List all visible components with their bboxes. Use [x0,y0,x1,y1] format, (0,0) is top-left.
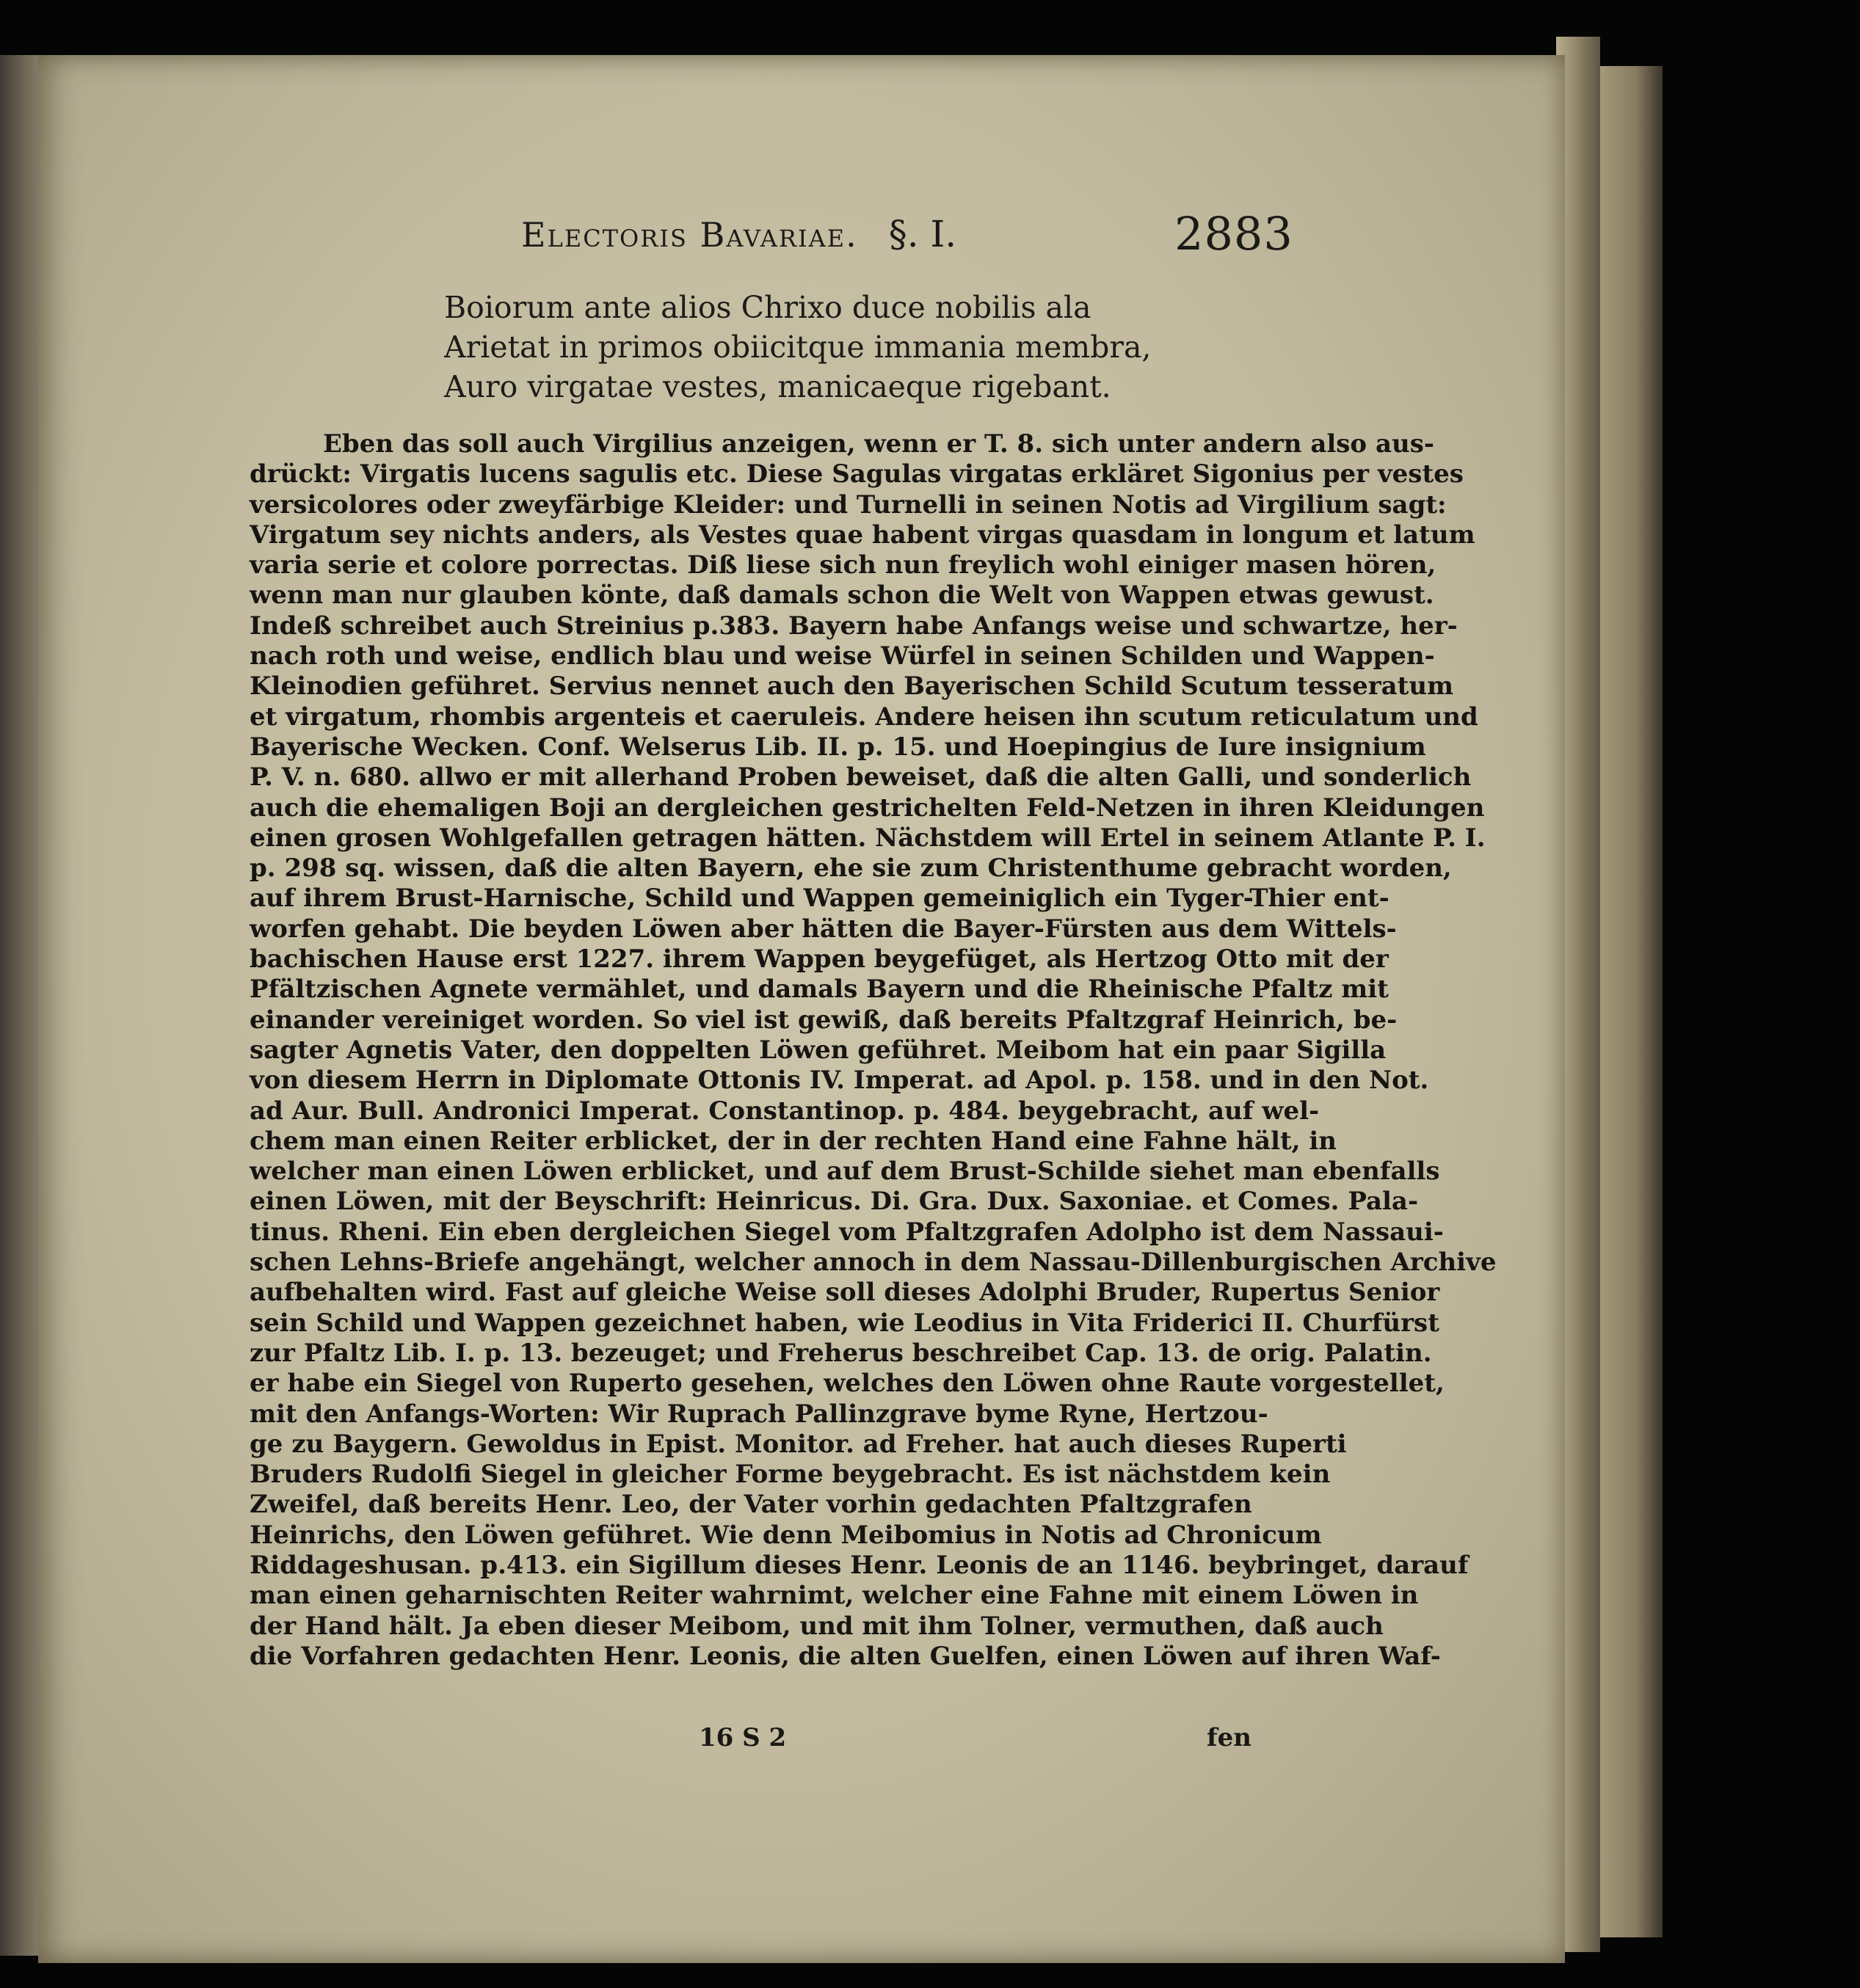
page-footer [250,1723,1251,1756]
body-line: P. V. n. 680. allwo er mit allerhand Proben beweiset, daß die alten Galli, und sonderlich [250,762,1472,793]
body-line: nach roth und weise, endlich blau und weise Würfel in seinen Schilden und Wappen- [250,641,1435,671]
body-line: versicolores oder zweyfärbige Kleider: und Turnelli in seinen Notis ad Virgilium sagt: [250,489,1447,520]
body-line: Indeß schreibet auch Streinius p.383. Bayern habe Anfangs weise und schwartze, her- [250,611,1458,641]
body-line: welcher man einen Löwen erblicket, und auf dem Brust-Schilde siehet man ebenfalls [250,1157,1440,1187]
verse-line: Auro virgatae vestes, manicaeque rigebant. [444,369,1111,404]
body-line: Heinrichs, den Löwen geführet. Wie denn Meibomius in Notis ad Chronicum [250,1520,1322,1550]
body-line: mit den Anfangs-Worten: Wir Ruprach Pallinzgrave byme Ryne, Hertzou- [250,1399,1268,1429]
body-line: einen grosen Wohlgefallen getragen hätten. Nächstdem will Ertel in seinem Atlante P. I. [250,823,1486,853]
body-line: er habe ein Siegel von Ruperto gesehen, welches den Löwen ohne Raute vorgestellet, [250,1369,1445,1399]
body-line: zur Pfaltz Lib. I. p. 13. bezeuget; und Freherus beschreibet Cap. 13. de orig. Palatin. [250,1338,1432,1368]
body-line: Kleinodien geführet. Servius nennet auch den Bayerischen Schild Scutum tesseratum [250,671,1454,702]
body-line: chem man einen Reiter erblicket, der in der rechten Hand eine Fahne hält, in [250,1126,1337,1156]
verse-line: Boiorum ante alios Chrixo duce nobilis ala [444,290,1091,325]
body-line: drückt: Virgatis lucens sagulis etc. Diese Sagulas virgatas erkläret Sigonius per vestes [250,459,1464,489]
section-mark: §. I. [888,213,957,255]
body-line: Virgatum sey nichts anders, als Vestes quae habent virgas quasdam in longum et latum [250,520,1475,550]
body-line: tinus. Rheni. Ein eben dergleichen Siegel vom Pfaltzgrafen Adolpho ist dem Nassaui- [250,1217,1444,1247]
body-line: ad Aur. Bull. Andronici Imperat. Constantinop. p. 484. beygebracht, auf wel- [250,1096,1320,1126]
body-line: von diesem Herrn in Diplomate Ottonis IV. Imperat. ad Apol. p. 158. und in den Not. [250,1066,1429,1096]
catchword: fen [1207,1723,1251,1752]
body-line: ge zu Baygern. Gewoldus in Epist. Monitor. ad Freher. hat auch dieses Ruperti [250,1429,1347,1459]
page-number: 2883 [1174,207,1293,261]
body-line: sein Schild und Wappen gezeichnet haben, wie Leodius in Vita Friderici II. Churfürst [250,1308,1439,1338]
body-line: Bruders Rudolfi Siegel in gleicher Forme beygebracht. Es ist nächstdem kein [250,1460,1331,1490]
body-line: Zweifel, daß bereits Henr. Leo, der Vater vorhin gedachten Pfaltzgrafen [250,1490,1252,1520]
body-line: einen Löwen, mit der Beyschrift: Heinricus. Di. Gra. Dux. Saxoniae. et Comes. Pala- [250,1187,1419,1217]
body-line: p. 298 sq. wissen, daß die alten Bayern, ehe sie zum Christenthume gebracht worden, [250,853,1452,884]
body-line: sagter Agnetis Vater, den doppelten Löwen geführet. Meibom hat ein paar Sigilla [250,1035,1387,1065]
verse-quotation [444,288,1251,407]
body-line: Riddageshusan. p.413. ein Sigillum dieses Henr. Leonis de an 1146. beybringet, darauf [250,1550,1469,1580]
verse-line: Arietat in primos obiicitque immania membra, [444,329,1152,365]
page-block-edge [1596,66,1663,1937]
body-line: aufbehalten wird. Fast auf gleiche Weise soll dieses Adolphi Bruder, Rupertus Senior [250,1278,1440,1308]
body-line: auf ihrem Brust-Harnische, Schild und Wappen gemeiniglich ein Tyger-Thier ent- [250,884,1389,914]
body-line: schen Lehns-Briefe angehängt, welcher annoch in dem Nassau-Dillenburgischen Archive [250,1248,1497,1278]
body-line: varia serie et colore porrectas. Diß liese sich nun freylich wohl einiger masen hören, [250,550,1436,580]
body-line: bachischen Hause erst 1227. ihrem Wappen beygefüget, als Hertzog Otto mit der [250,944,1389,975]
body-line: Pfältzischen Agnete vermählet, und damals Bayern und die Rheinische Pfaltz mit [250,975,1389,1005]
running-title: Electoris Bavariae. [521,215,858,255]
body-line: der Hand hält. Ja eben dieser Meibom, und mit ihm Tolner, vermuthen, daß auch [250,1611,1384,1641]
body-line: Bayerische Wecken. Conf. Welserus Lib. II. p. 15. und Hoepingius de Iure insignium [250,732,1426,762]
body-line: worfen gehabt. Die beyden Löwen aber hätten die Bayer-Fürsten aus dem Wittels- [250,914,1397,944]
signature-mark: 16 S 2 [699,1723,787,1752]
body-line: wenn man nur glauben könte, daß damals schon die Welt von Wappen etwas gewust. [250,580,1434,611]
body-line: die Vorfahren gedachten Henr. Leonis, die alten Guelfen, einen Löwen auf ihren Waf- [250,1641,1441,1671]
body-line: et virgatum, rhombis argenteis et caeruleis. Andere heisen ihn scutum reticulatum und [250,702,1478,732]
body-line: einander vereiniget worden. So viel ist gewiß, daß bereits Pfaltzgraf Heinrich, be- [250,1005,1398,1035]
body-line: man einen geharnischten Reiter wahrnimt, welcher eine Fahne mit einem Löwen in [250,1581,1419,1611]
running-header [521,207,1293,261]
body-line: Eben das soll auch Virgilius anzeigen, wenn er T. 8. sich unter andern also aus- [323,429,1434,459]
body-line: auch die ehemaligen Boji an dergleichen gestrichelten Feld-Netzen in ihren Kleidungen [250,793,1485,823]
body-text [250,429,1497,1672]
